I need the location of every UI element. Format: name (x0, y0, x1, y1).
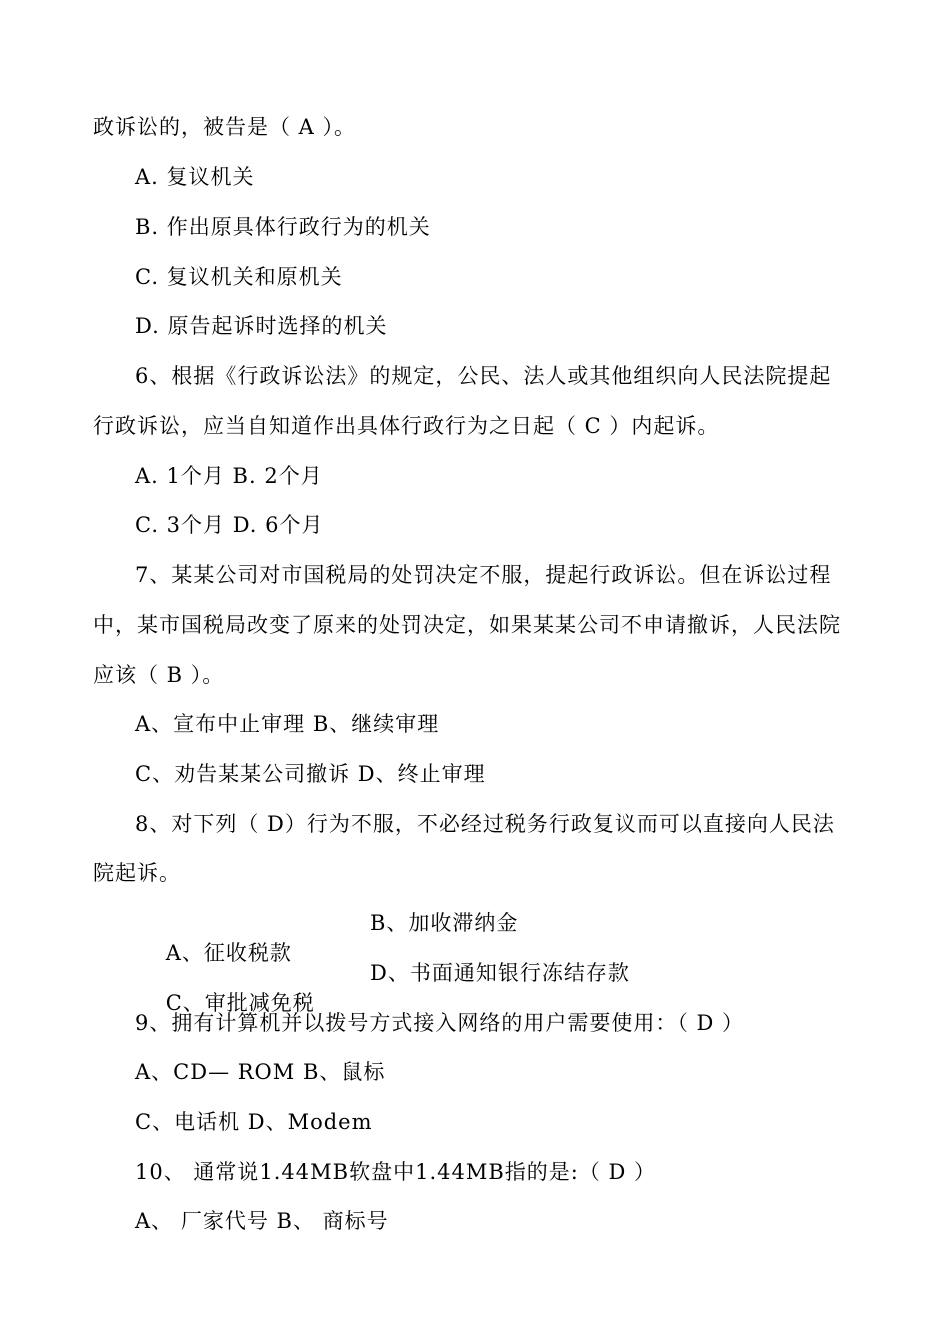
question-7-line-3: 应该（ B ）。 (93, 663, 225, 687)
q8-option-a: A、征收税款 (165, 941, 292, 965)
q9-options-ab: A、CD— ROM B、鼠标 (135, 1060, 386, 1084)
q7-options-cd: C、劝告某某公司撤诉 D、终止审理 (135, 762, 486, 786)
q9-options-cd: C、电话机 D、Modem (135, 1110, 373, 1134)
question-9: 9、拥有计算机并以拨号方式接入网络的用户需要使用：（ D ） (135, 1011, 745, 1035)
question-7-line-1: 7、某某公司对市国税局的处罚决定不服，提起行政诉讼。但在诉讼过程 (135, 563, 832, 587)
q7-options-ab: A、宣布中止审理 B、继续审理 (135, 712, 440, 736)
q8-option-c: C、审批减免税 (165, 991, 315, 1015)
q8-option-b: B、加收滞纳金 (370, 911, 519, 935)
question-6-line-1: 6、根据《行政诉讼法》的规定，公民、法人或其他组织向人民法院提起 (135, 364, 832, 388)
question-7-line-2: 中，某市国税局改变了原来的处罚决定，如果某某公司不申请撤诉，人民法院 (93, 613, 841, 637)
q5-option-d: D. 原告起诉时选择的机关 (135, 314, 388, 338)
question-10: 10、 通常说1.44MB软盘中1.44MB指的是:（ D ） (135, 1160, 657, 1184)
question-5-continuation: 政诉讼的，被告是（ A ）。 (93, 115, 357, 139)
q5-option-b: B. 作出原具体行政行为的机关 (135, 215, 431, 239)
q5-option-c: C. 复议机关和原机关 (135, 265, 343, 289)
q6-options-ab: A. 1个月 B. 2个月 (135, 464, 323, 488)
q10-options-ab: A、 厂家代号 B、 商标号 (135, 1209, 389, 1233)
question-8-line-1: 8、对下列（ D）行为不服，不必经过税务行政复议而可以直接向人民法 (135, 812, 835, 836)
question-6-line-2: 行政诉讼，应当自知道作出具体行政行为之日起（ C ）内起诉。 (93, 414, 720, 438)
q5-option-a: A. 复议机关 (135, 165, 255, 189)
question-8-line-2: 院起诉。 (93, 861, 181, 885)
q6-options-cd: C. 3个月 D. 6个月 (135, 513, 324, 537)
q8-option-d: D、书面通知银行冻结存款 (370, 961, 630, 985)
